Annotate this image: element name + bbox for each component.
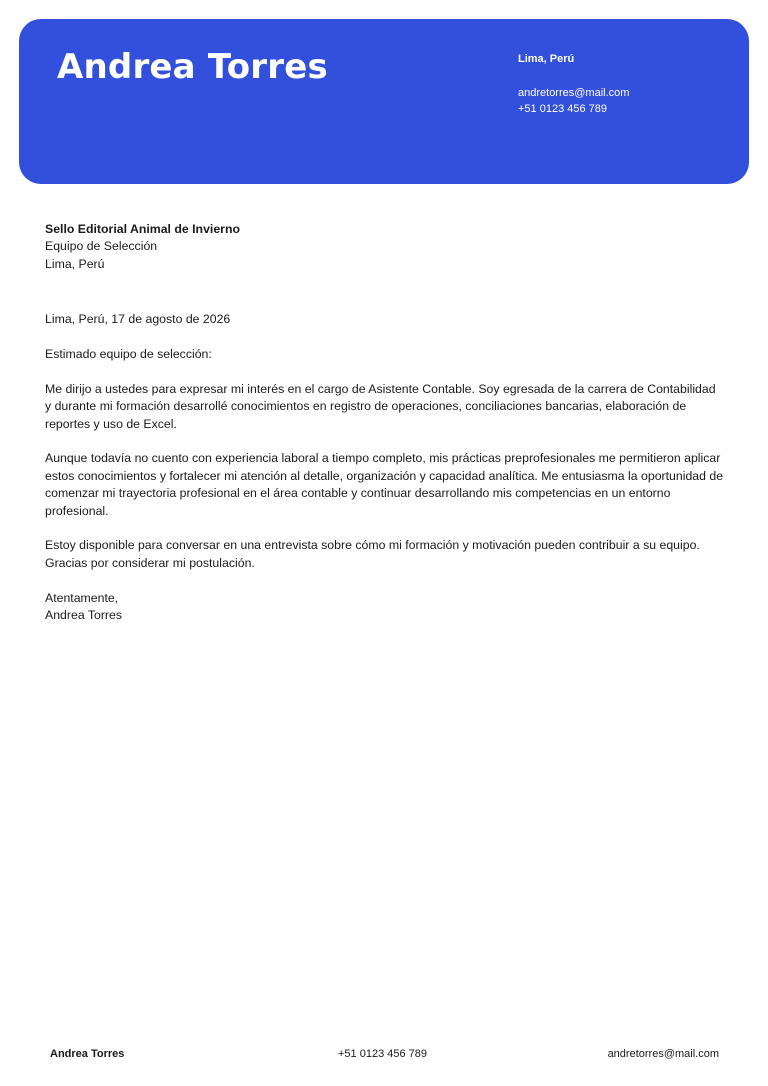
header-location: Lima, Perú [518,53,575,65]
letter-body [45,221,725,624]
header-phone: +51 0123 456 789 [518,103,608,115]
footer-phone: +51 0123 456 789 [338,1048,428,1060]
footer-name: Andrea Torres [50,1048,125,1060]
signature: Andrea Torres [45,608,123,623]
header-contact-block [518,51,629,117]
footer [0,1048,768,1064]
paragraph-closing-request: Estoy disponible para conversar en una entrevista sobre cómo mi formación y motivación pueden contribuir a su equipo. Gracias por considerar mi postulación. [45,538,700,570]
closing-block [45,590,725,625]
closing: Atentamente, [45,590,119,605]
footer-email: andretorres@mail.com [607,1048,719,1060]
paragraph-intro: Me dirijo a ustedes para expresar mi interés en el cargo de Asistente Contable. Soy egresada de la carrera de Contabilidad y durante mi formación desarrollé conocimientos en registro de operaciones, conciliaciones bancarias, elaboración de reportes y uso de Excel. [45,381,716,431]
recipient-company: Sello Editorial Animal de Invierno [45,222,240,236]
recipient-department: Equipo de Selección [45,239,158,254]
paragraph-experience: Aunque todavía no cuento con experiencia laboral a tiempo completo, mis prácticas preprofesionales me permitieron aplicar estos conocimientos y fortalecer mi atención al detalle, organización y capacidad analítica. Me entusiasma la oportunidad de comenzar mi trayectoria profesional en el área contable y continuar desarrollando mis competencias en un entorno profesional. [45,451,724,518]
header-banner [19,19,749,184]
recipient-city: Lima, Perú [45,256,105,271]
recipient-block [45,221,725,273]
applicant-name: Andrea Torres [57,47,328,87]
header-email: andretorres@mail.com [518,87,630,99]
date-line: Lima, Perú, 17 de agosto de 2026 [45,312,231,327]
salutation: Estimado equipo de selección: [45,347,212,362]
